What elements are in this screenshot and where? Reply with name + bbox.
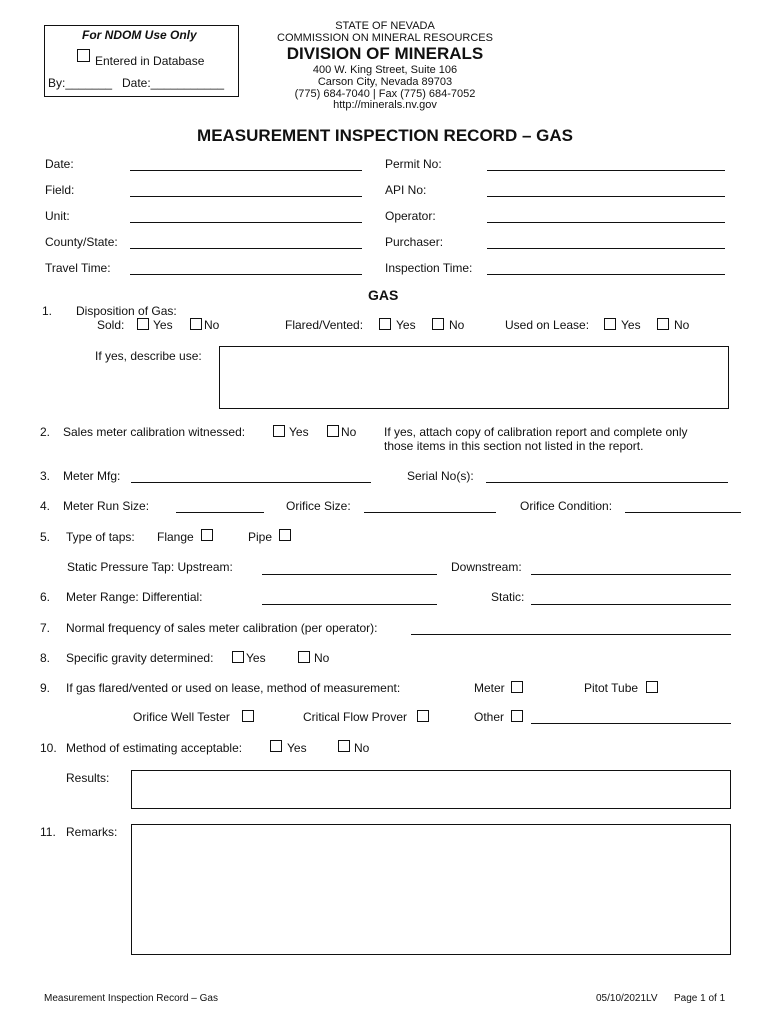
county-state-line[interactable] <box>130 248 362 249</box>
q1-sold-no-label: No <box>204 318 220 332</box>
field-line[interactable] <box>130 196 362 197</box>
api-no-line[interactable] <box>487 196 725 197</box>
footer-revision: 05/10/2021LV <box>596 993 658 1004</box>
q4-condition-line[interactable] <box>625 512 741 513</box>
q4-orifice-label: Orifice Size: <box>286 499 351 513</box>
q1-sold-yes-label: Yes <box>153 318 173 332</box>
inspection-time-line[interactable] <box>487 274 725 275</box>
purchaser-label: Purchaser: <box>385 235 444 249</box>
q5-number: 5. <box>40 530 51 544</box>
q2-yes-checkbox[interactable] <box>273 425 285 437</box>
q6-label: Meter Range: Differential: <box>66 590 203 604</box>
q3-mfg-label: Meter Mfg: <box>63 469 121 483</box>
q9-other-checkbox[interactable] <box>511 710 523 722</box>
q4-run-label: Meter Run Size: <box>63 499 150 513</box>
q9-orifice-tester-checkbox[interactable] <box>242 710 254 722</box>
q5-downstream-label: Downstream: <box>451 560 522 574</box>
q10-results-label: Results: <box>66 771 110 785</box>
q1-describe-label: If yes, describe use: <box>95 349 202 363</box>
q10-number: 10. <box>40 741 57 755</box>
q5-upstream-line[interactable] <box>262 574 437 575</box>
q8-yes-checkbox[interactable] <box>232 651 244 663</box>
q10-label: Method of estimating acceptable: <box>66 741 243 755</box>
permit-no-label: Permit No: <box>385 157 442 171</box>
q2-no-label: No <box>341 425 357 439</box>
q1-lease-no-label: No <box>674 318 690 332</box>
q8-number: 8. <box>40 651 51 665</box>
travel-time-line[interactable] <box>130 274 362 275</box>
date-line[interactable] <box>130 170 362 171</box>
footer-form-name: Measurement Inspection Record – Gas <box>44 993 218 1004</box>
q6-static-line[interactable] <box>531 604 731 605</box>
q9-orifice-tester-label: Orifice Well Tester <box>133 710 230 724</box>
agency-commission: COMMISSION ON MINERAL RESOURCES <box>277 32 493 44</box>
agency-state: STATE OF NEVADA <box>335 20 435 32</box>
q10-yes-label: Yes <box>287 741 307 755</box>
q1-describe-box[interactable] <box>219 346 729 409</box>
q4-orifice-line[interactable] <box>364 512 496 513</box>
q9-meter-checkbox[interactable] <box>511 681 523 693</box>
q4-run-line[interactable] <box>176 512 264 513</box>
inspection-time-label: Inspection Time: <box>385 261 473 275</box>
q8-yes-label: Yes <box>246 651 266 665</box>
q1-lease-label: Used on Lease: <box>505 318 590 332</box>
form-title: MEASUREMENT INSPECTION RECORD – GAS <box>197 126 573 145</box>
operator-label: Operator: <box>385 209 436 223</box>
q1-flared-label: Flared/Vented: <box>285 318 364 332</box>
agency-address-2: Carson City, Nevada 89703 <box>317 76 453 88</box>
agency-phone: (775) 684-7040 | Fax (775) 684-7052 <box>294 88 476 100</box>
q4-number: 4. <box>40 499 51 513</box>
q10-no-label: No <box>354 741 370 755</box>
q5-pipe-label: Pipe <box>248 530 273 544</box>
q10-results-box[interactable] <box>131 770 731 809</box>
q2-note-2: those items in this section not listed in the report. <box>384 439 644 453</box>
q2-no-checkbox[interactable] <box>327 425 339 437</box>
entered-in-database-checkbox[interactable] <box>77 49 90 62</box>
entered-in-database-label: Entered in Database <box>95 54 205 68</box>
q5-static-label: Static Pressure Tap: Upstream: <box>67 560 233 574</box>
q3-serial-line[interactable] <box>486 482 728 483</box>
q2-note-1: If yes, attach copy of calibration report and complete only <box>384 425 688 439</box>
operator-line[interactable] <box>487 222 725 223</box>
q3-mfg-line[interactable] <box>131 482 371 483</box>
section-gas-heading: GAS <box>368 287 399 303</box>
footer-page-number: Page 1 of 1 <box>674 993 726 1004</box>
q1-lease-no-checkbox[interactable] <box>657 318 669 330</box>
q5-pipe-checkbox[interactable] <box>279 529 291 541</box>
q9-other-line[interactable] <box>531 723 731 724</box>
q1-sold-no-checkbox[interactable] <box>190 318 202 330</box>
q1-flared-yes-checkbox[interactable] <box>379 318 391 330</box>
q1-lease-yes-label: Yes <box>621 318 641 332</box>
office-by-field[interactable]: By:_______ <box>48 76 113 90</box>
county-state-label: County/State: <box>45 235 118 249</box>
unit-label: Unit: <box>45 209 70 223</box>
q9-meter-label: Meter <box>474 681 505 695</box>
q8-label: Specific gravity determined: <box>66 651 214 665</box>
q10-no-checkbox[interactable] <box>338 740 350 752</box>
agency-division: DIVISION OF MINERALS <box>286 44 484 63</box>
q1-label: Disposition of Gas: <box>76 304 177 318</box>
q6-number: 6. <box>40 590 51 604</box>
q6-differential-line[interactable] <box>262 604 437 605</box>
q6-static-label: Static: <box>491 590 525 604</box>
q3-number: 3. <box>40 469 51 483</box>
q1-flared-yes-label: Yes <box>396 318 416 332</box>
q2-number: 2. <box>40 425 51 439</box>
q1-number: 1. <box>42 304 53 318</box>
agency-web: http://minerals.nv.gov <box>333 99 437 111</box>
q9-pitot-checkbox[interactable] <box>646 681 658 693</box>
q8-no-label: No <box>314 651 330 665</box>
office-date-field[interactable]: Date:___________ <box>122 76 225 90</box>
q3-serial-label: Serial No(s): <box>407 469 474 483</box>
q9-critical-checkbox[interactable] <box>417 710 429 722</box>
purchaser-line[interactable] <box>487 248 725 249</box>
field-label: Field: <box>45 183 75 197</box>
q2-yes-label: Yes <box>289 425 309 439</box>
api-no-label: API No: <box>385 183 427 197</box>
q5-flange-checkbox[interactable] <box>201 529 213 541</box>
q7-line[interactable] <box>411 634 731 635</box>
q9-number: 9. <box>40 681 51 695</box>
unit-line[interactable] <box>130 222 362 223</box>
q8-no-checkbox[interactable] <box>298 651 310 663</box>
q9-pitot-label: Pitot Tube <box>584 681 639 695</box>
q9-other-label: Other <box>474 710 505 724</box>
q5-label: Type of taps: <box>66 530 135 544</box>
q11-label: Remarks: <box>66 825 118 839</box>
q2-label: Sales meter calibration witnessed: <box>63 425 246 439</box>
q7-number: 7. <box>40 621 51 635</box>
q5-flange-label: Flange <box>157 530 194 544</box>
date-label: Date: <box>45 157 74 171</box>
q1-sold-label: Sold: <box>97 318 125 332</box>
q10-yes-checkbox[interactable] <box>270 740 282 752</box>
q9-label: If gas flared/vented or used on lease, method of measurement: <box>66 681 401 695</box>
q5-downstream-line[interactable] <box>531 574 731 575</box>
q9-critical-label: Critical Flow Prover <box>303 710 408 724</box>
q11-number: 11. <box>40 825 56 839</box>
q4-condition-label: Orifice Condition: <box>520 499 613 513</box>
q7-label: Normal frequency of sales meter calibration (per operator): <box>66 621 378 635</box>
permit-no-line[interactable] <box>487 170 725 171</box>
q1-lease-yes-checkbox[interactable] <box>604 318 616 330</box>
q1-flared-no-checkbox[interactable] <box>432 318 444 330</box>
q11-remarks-box[interactable] <box>131 824 731 955</box>
travel-time-label: Travel Time: <box>45 261 111 275</box>
agency-address-1: 400 W. King Street, Suite 106 <box>312 64 458 76</box>
office-use-title: For NDOM Use Only <box>82 28 197 42</box>
q1-sold-yes-checkbox[interactable] <box>137 318 149 330</box>
q1-flared-no-label: No <box>449 318 465 332</box>
